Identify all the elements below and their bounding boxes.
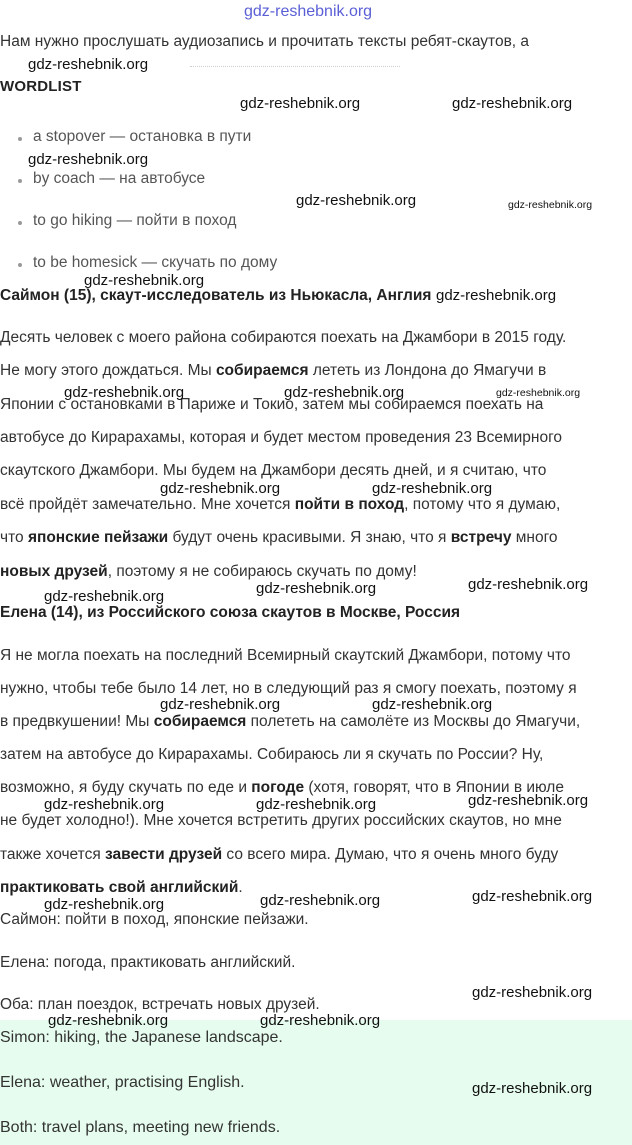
watermark: gdz-reshebnik.org xyxy=(472,888,593,905)
paragraph-line: в предвкушении! Мы собираемся полететь на самолёте из Москвы до Ямагучи, xyxy=(0,713,581,730)
watermark: gdz-reshebnik.org xyxy=(260,1012,381,1029)
bullet-icon xyxy=(18,179,22,183)
summary-elena: Елена: погода, практиковать английский. xyxy=(0,954,296,971)
watermark: gdz-reshebnik.org xyxy=(44,796,165,813)
watermark: gdz-reshebnik.org xyxy=(372,480,493,497)
bold-phrase: собираемся xyxy=(153,713,247,730)
simon-heading: Саймон (15), скаут-исследователь из Ньюкасла, Англия xyxy=(0,287,432,304)
paragraph-line: скаутского Джамбори. Мы будем на Джамбори десять дней, и я считаю, что xyxy=(0,462,547,479)
wordlist-item: by coach — на автобусе xyxy=(33,170,206,187)
watermark: gdz-reshebnik.org xyxy=(468,792,589,809)
bold-phrase: завести друзей xyxy=(105,846,223,863)
paragraph-line: затем на автобусе до Кирарахамы. Собираюсь ли я скучать по России? Ну, xyxy=(0,746,544,763)
paragraph-line: автобусе до Кирарахамы, которая и будет местом проведения 23 Всемирного xyxy=(0,429,563,446)
watermark: gdz-reshebnik.org xyxy=(256,796,377,813)
watermark: gdz-reshebnik.org xyxy=(160,480,281,497)
bold-phrase: встречу xyxy=(450,529,512,546)
bold-phrase: практиковать свой английский xyxy=(0,879,239,896)
paragraph-line: Не могу этого дождаться. Мы собираемся лететь из Лондона до Ямагучи в xyxy=(0,362,547,379)
watermark: gdz-reshebnik.org xyxy=(260,892,381,909)
watermark: gdz-reshebnik.org xyxy=(468,576,589,593)
answer-both: Both: travel plans, meeting new friends. xyxy=(0,1119,281,1136)
paragraph-line: практиковать свой английский. xyxy=(0,879,243,896)
wordlist-title: WORDLIST xyxy=(0,78,82,95)
paragraph-line: всё пройдёт замечательно. Мне хочется пойти в поход, потому что я думаю, xyxy=(0,496,561,513)
wordlist-item: to go hiking — пойти в поход xyxy=(33,212,237,229)
paragraph-line: Десять человек с моего района собираются поехать на Джамбори в 2015 году. xyxy=(0,329,567,346)
elena-heading: Елена (14), из Российского союза скаутов в Москве, Россия xyxy=(0,604,461,621)
paragraph-line: Японии с остановками в Париже и Токио, затем мы собираемся поехать на xyxy=(0,396,544,413)
paragraph-line: новых друзей, поэтому я не собираюсь скучать по дому! xyxy=(0,563,417,580)
wordlist-item: a stopover — остановка в пути xyxy=(33,128,252,145)
bold-phrase: новых друзей xyxy=(0,563,108,580)
bold-phrase: погоде xyxy=(251,779,305,796)
paragraph-line: Я не могла поехать на последний Всемирный скаутский Джамбори, потому что xyxy=(0,647,571,664)
summary-simon: Саймон: пойти в поход, японские пейзажи. xyxy=(0,911,309,928)
top-watermark: gdz-reshebnik.org xyxy=(244,3,373,20)
watermark: gdz-reshebnik.org xyxy=(436,287,557,304)
watermark: gdz-reshebnik.org xyxy=(296,192,417,209)
watermark: gdz-reshebnik.org xyxy=(472,1080,593,1097)
paragraph-line: возможно, я буду скучать по еде и погоде (хотя, говорят, что в Японии в июле xyxy=(0,779,564,796)
watermark: gdz-reshebnik.org xyxy=(372,696,493,713)
bold-phrase: собираемся xyxy=(215,362,309,379)
cropped-line xyxy=(190,66,400,73)
answer-elena: Elena: weather, practising English. xyxy=(0,1074,245,1091)
bullet-icon xyxy=(18,263,22,267)
watermark: gdz-reshebnik.org xyxy=(44,896,165,913)
intro-text: Нам нужно прослушать аудиозапись и прочитать тексты ребят-скаутов, а xyxy=(0,33,530,50)
watermark: gdz-reshebnik.org xyxy=(44,588,165,605)
bold-phrase: пойти в поход xyxy=(294,496,405,513)
watermark: gdz-reshebnik.org xyxy=(48,1012,169,1029)
watermark: gdz-reshebnik.org xyxy=(160,696,281,713)
watermark: gdz-reshebnik.org xyxy=(28,56,149,73)
watermark: gdz-reshebnik.org xyxy=(64,384,185,401)
watermark: gdz-reshebnik.org xyxy=(284,384,405,401)
paragraph-line: нужно, чтобы тебе было 14 лет, но в следующий раз я смогу поехать, поэтому я xyxy=(0,680,577,697)
paragraph-line: также хочется завести друзей со всего мира. Думаю, что я очень много буду xyxy=(0,846,559,863)
answer-simon: Simon: hiking, the Japanese landscape. xyxy=(0,1029,283,1046)
watermark: gdz-reshebnik.org xyxy=(496,387,581,399)
watermark: gdz-reshebnik.org xyxy=(240,95,361,112)
watermark: gdz-reshebnik.org xyxy=(452,95,573,112)
watermark: gdz-reshebnik.org xyxy=(28,151,149,168)
bullet-icon xyxy=(18,221,22,225)
bold-phrase: японские пейзажи xyxy=(27,529,169,546)
bullet-icon xyxy=(18,137,22,141)
summary-both: Оба: план поездок, встречать новых друзей. xyxy=(0,996,320,1013)
paragraph-line: что японские пейзажи будут очень красивыми. Я знаю, что я встречу много xyxy=(0,529,558,546)
watermark: gdz-reshebnik.org xyxy=(508,199,593,211)
watermark: gdz-reshebnik.org xyxy=(472,984,593,1001)
paragraph-line: не будет холодно!). Мне хочется встретить других российских скаутов, но мне xyxy=(0,812,562,829)
watermark: gdz-reshebnik.org xyxy=(256,580,377,597)
wordlist-item: to be homesick — скучать по дому xyxy=(33,254,278,271)
watermark: gdz-reshebnik.org xyxy=(84,272,205,289)
